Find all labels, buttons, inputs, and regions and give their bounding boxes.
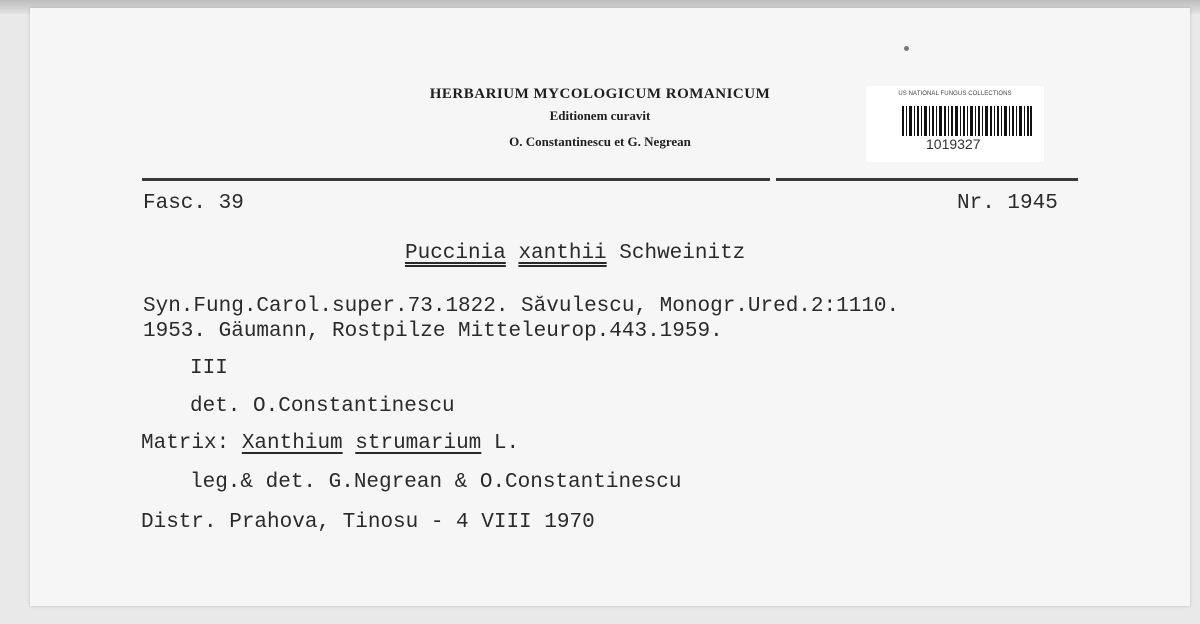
species-name	[405, 241, 745, 267]
ink-dot	[904, 46, 909, 51]
determiner: det. O.Constantinescu	[190, 395, 455, 418]
collector-line: leg.& det. G.Negrean & O.Constantinescu	[190, 471, 682, 494]
host-matrix	[141, 431, 519, 457]
host-author: L.	[493, 432, 520, 455]
synonymy-line-1: Syn.Fung.Carol.super.73.1822. Săvulescu, Monogr.Ured.2:1110.	[143, 295, 900, 318]
host-genus: Xanthium	[241, 432, 343, 455]
exsiccata-number: Nr. 1945	[957, 192, 1058, 215]
editors-line: O. Constantinescu et G. Negrean	[509, 134, 691, 149]
barcode-icon	[902, 106, 1032, 136]
catalog-number: 1019327	[926, 136, 981, 152]
locality-line: Distr. Prahova, Tinosu - 4 VIII 1970	[141, 511, 595, 534]
barcode-caption: US NATIONAL FUNGUS COLLECTIONS	[898, 91, 1012, 97]
fascicle-number: Fasc. 39	[143, 192, 244, 215]
label-header	[300, 84, 900, 152]
host-epithet: strumarium	[355, 432, 482, 455]
spore-stage: III	[190, 357, 228, 380]
synonymy-line-2: 1953. Gäumann, Rostpilze Mitteleurop.443.1959.	[143, 320, 723, 343]
header-divider-left	[142, 178, 770, 181]
header-divider-right	[776, 178, 1078, 181]
species-epithet: xanthii	[518, 242, 607, 265]
species-author: Schweinitz	[619, 242, 746, 265]
edition-subtitle: Editionem curavit	[549, 108, 651, 123]
herbarium-title: HERBARIUM MYCOLOGICUM ROMANICUM	[429, 86, 771, 102]
species-genus: Puccinia	[405, 242, 506, 265]
barcode-sticker	[866, 86, 1044, 162]
matrix-label: Matrix:	[141, 432, 230, 455]
